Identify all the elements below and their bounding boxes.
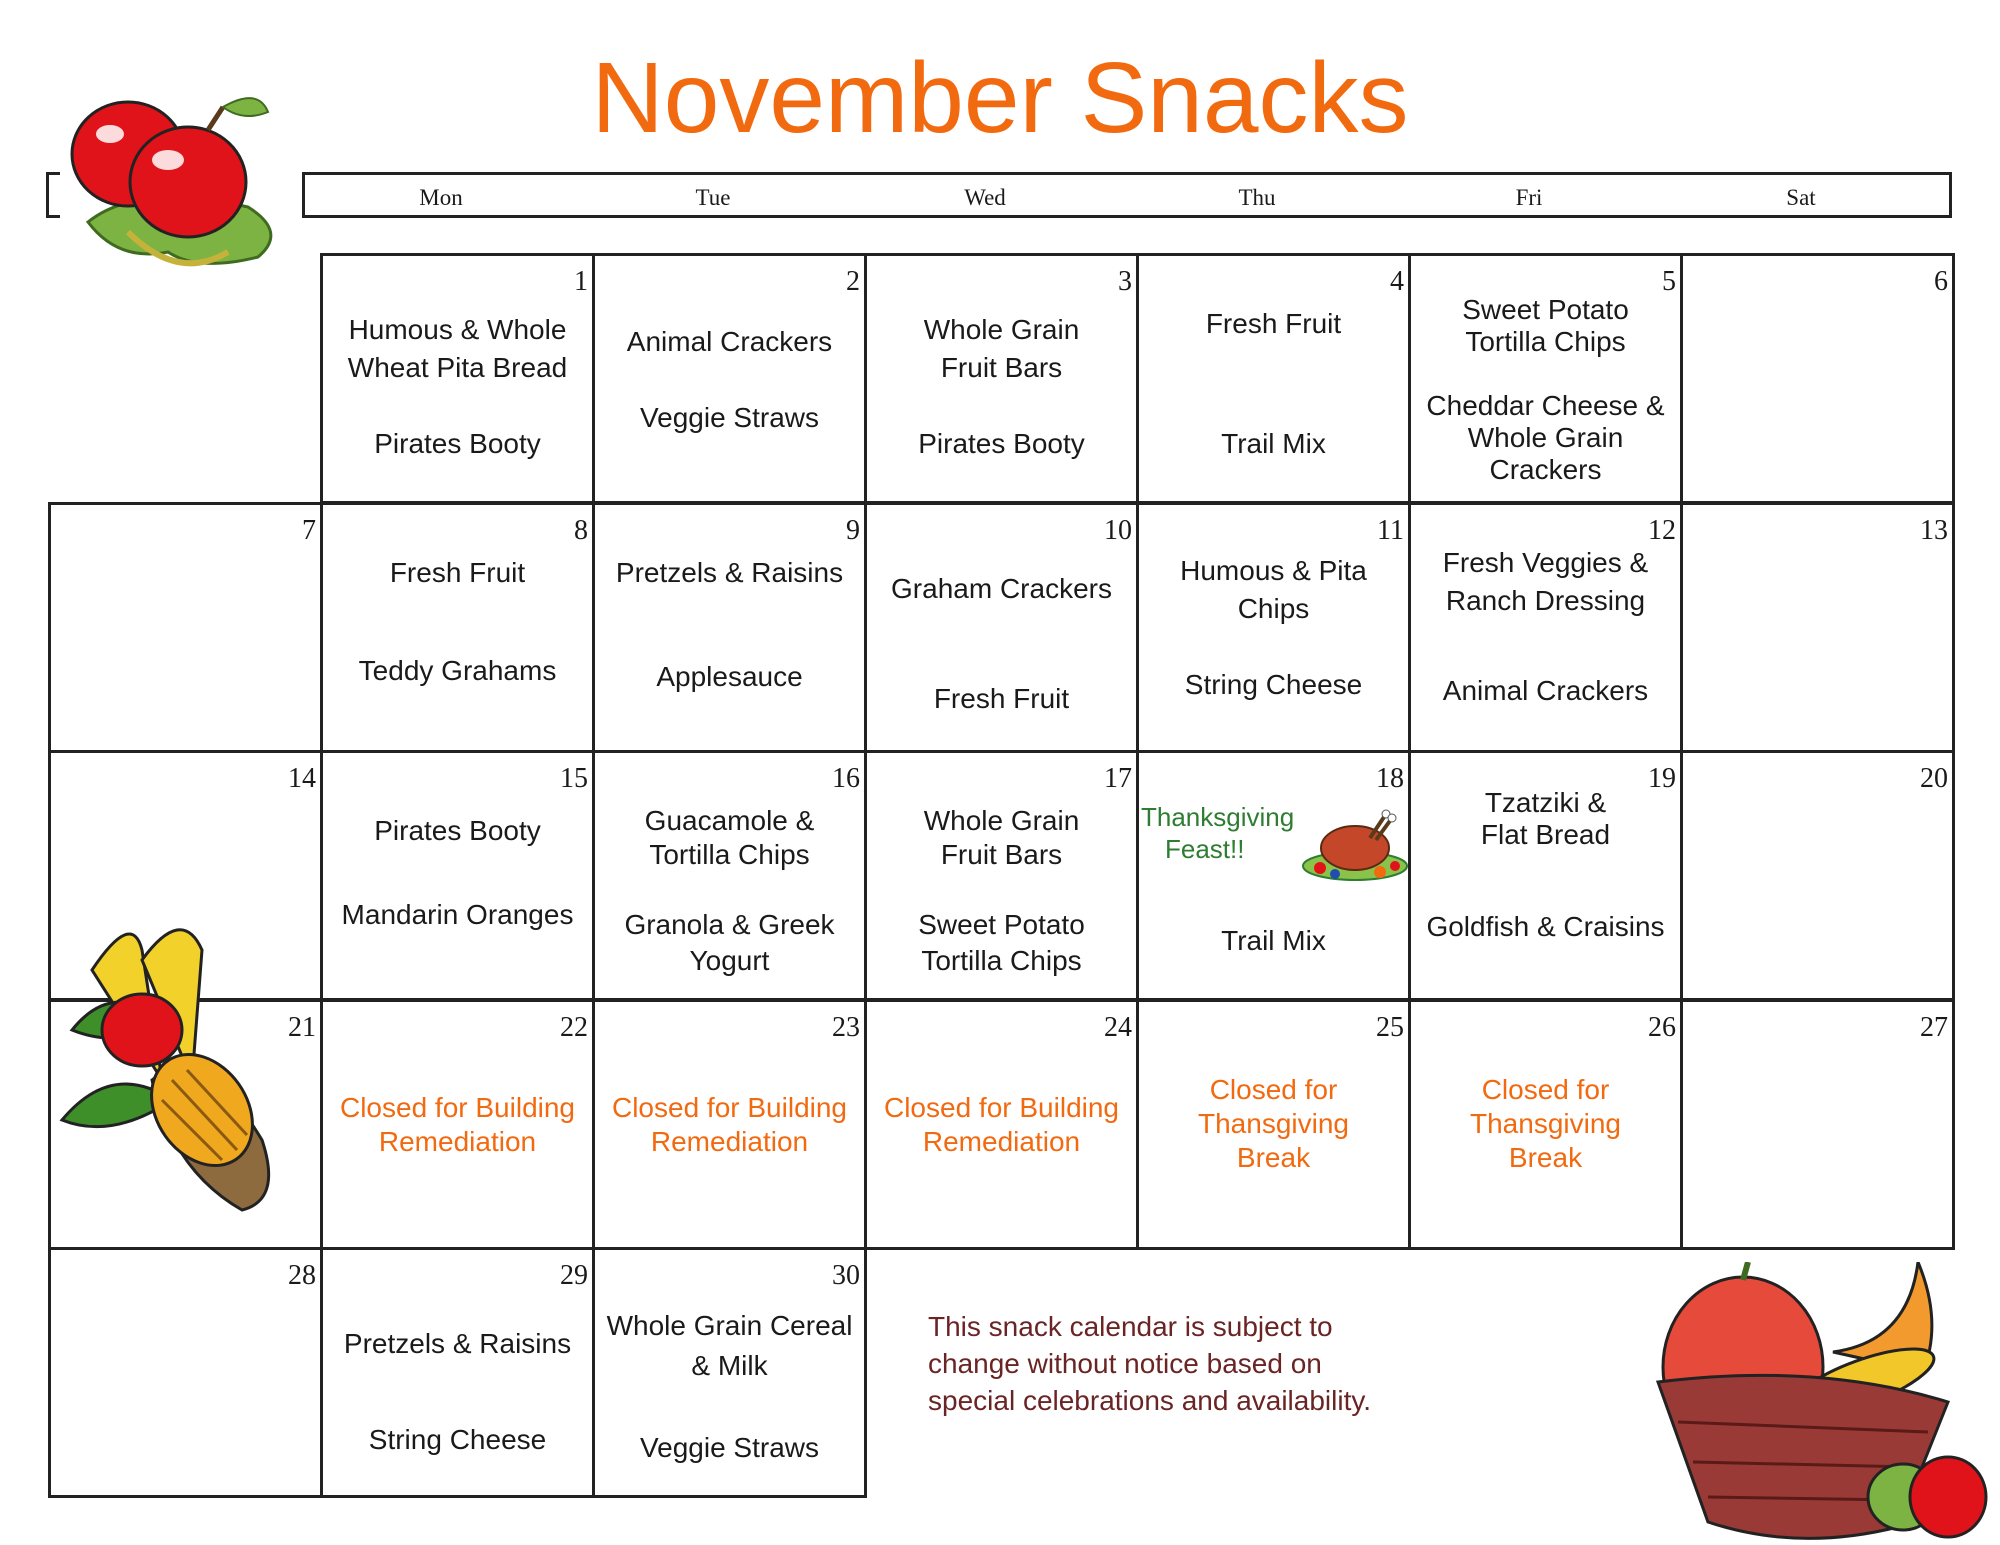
weekday-thu: Thu	[1238, 185, 1276, 210]
closure-text: Break	[1508, 1142, 1583, 1173]
day-cell-28	[48, 1247, 323, 1498]
snack-text: Yogurt	[689, 945, 770, 976]
snack-text: Whole Grain	[923, 314, 1080, 345]
snack-text: Tortilla Chips	[649, 839, 810, 870]
day-cell-24	[864, 999, 1139, 1250]
snack-text: Whole Grain Cereal	[606, 1310, 853, 1341]
day-cell-9	[592, 502, 867, 753]
snack-text: Sweet Potato	[1462, 294, 1629, 325]
weekday-header	[302, 172, 1952, 218]
snack-text: Trail Mix	[1221, 925, 1326, 956]
day-cell-12	[1408, 502, 1683, 753]
snack-text: String Cheese	[1184, 669, 1363, 700]
day-cell-17	[864, 750, 1139, 1001]
page-title: November Snacks	[591, 42, 1409, 154]
snack-text: Crackers	[1489, 454, 1602, 485]
day-number: 19	[1648, 763, 1676, 794]
day-cell-23	[592, 999, 867, 1250]
closure-text: Remediation	[650, 1126, 809, 1157]
day-number: 20	[1920, 763, 1948, 794]
snack-text: Fresh Fruit	[1205, 308, 1342, 339]
snack-text: Tzatziki &	[1484, 787, 1607, 818]
snack-text: Tortilla Chips	[1465, 326, 1626, 357]
day-number: 12	[1648, 515, 1676, 546]
closure-text: Closed for Building	[339, 1092, 576, 1123]
snack-text: Fresh Fruit	[389, 557, 526, 588]
closure-text: Break	[1236, 1142, 1311, 1173]
closure-text: Thansgiving	[1198, 1108, 1349, 1139]
closure-text: Closed for Building	[611, 1092, 848, 1123]
day-number: 18	[1376, 763, 1404, 794]
weekday-sat: Sat	[1786, 185, 1816, 210]
closure-text: Remediation	[922, 1126, 1081, 1157]
snack-text: Pirates Booty	[918, 428, 1085, 459]
corn-clipart	[52, 910, 312, 1220]
snack-text: Animal Crackers	[626, 326, 833, 357]
weekday-fri: Fri	[1515, 185, 1543, 210]
feast-text: Thanksgiving	[1141, 802, 1295, 832]
calendar-note	[928, 1308, 1448, 1419]
day-cell-8	[320, 502, 595, 753]
closure-text: Closed for Building	[883, 1092, 1120, 1123]
day-number: 29	[560, 1260, 588, 1291]
day-number: 9	[846, 515, 860, 546]
day-number: 23	[832, 1012, 860, 1043]
closure-text: Closed for	[1209, 1074, 1338, 1105]
snack-text: String Cheese	[368, 1424, 547, 1455]
day-number: 5	[1662, 266, 1676, 297]
snack-text: Humous & Whole	[348, 314, 567, 345]
day-number: 8	[574, 515, 588, 546]
turkey-clipart	[1300, 808, 1410, 884]
day-cell-25	[1136, 999, 1411, 1250]
day-cell-5	[1408, 253, 1683, 504]
day-number: 7	[302, 515, 316, 546]
day-number: 14	[288, 763, 316, 794]
day-number: 13	[1920, 515, 1948, 546]
snack-text: Whole Grain	[1467, 422, 1624, 453]
snack-text: Fruit Bars	[940, 352, 1063, 383]
day-cell-30	[592, 1247, 867, 1498]
snack-text: Flat Bread	[1480, 819, 1611, 850]
snack-text: Fresh Veggies &	[1442, 547, 1649, 578]
day-number: 30	[832, 1260, 860, 1291]
snack-text: Pirates Booty	[374, 815, 541, 846]
weekday-mon: Mon	[419, 185, 463, 210]
weekday-tue: Tue	[695, 185, 731, 210]
day-cell-20	[1680, 750, 1955, 1001]
snack-text: Teddy Grahams	[358, 655, 557, 686]
day-cell-19	[1408, 750, 1683, 1001]
day-number: 28	[288, 1260, 316, 1291]
snack-text: Cheddar Cheese &	[1426, 390, 1665, 421]
snack-text: Guacamole &	[644, 805, 815, 836]
day-cell-16	[592, 750, 867, 1001]
day-number: 17	[1104, 763, 1132, 794]
closure-text: Thansgiving	[1470, 1108, 1621, 1139]
snack-text: Pirates Booty	[374, 428, 541, 459]
snack-text: Graham Crackers	[891, 573, 1112, 604]
day-cell-6	[1680, 253, 1955, 504]
day-number: 27	[1920, 1012, 1948, 1043]
day-cell-22	[320, 999, 595, 1250]
snack-text: Veggie Straws	[640, 1432, 819, 1463]
day-number: 21	[288, 1012, 316, 1043]
day-number: 25	[1376, 1012, 1404, 1043]
day-cell-11	[1136, 502, 1411, 753]
day-number: 4	[1390, 266, 1404, 297]
day-number: 6	[1934, 266, 1948, 297]
snack-text: Tortilla Chips	[921, 945, 1082, 976]
closure-text: Remediation	[378, 1126, 537, 1157]
snack-text: Applesauce	[656, 661, 803, 692]
note-line: special celebrations and availability.	[928, 1385, 1372, 1416]
day-cell-10	[864, 502, 1139, 753]
day-number: 24	[1104, 1012, 1132, 1043]
apples-clipart	[58, 82, 308, 272]
day-cell-26	[1408, 999, 1683, 1250]
snack-text: Mandarin Oranges	[341, 899, 574, 930]
snack-text: Fresh Fruit	[933, 683, 1070, 714]
snack-text: Pretzels & Raisins	[343, 1328, 572, 1359]
day-cell-3	[864, 253, 1139, 504]
day-number: 2	[846, 266, 860, 297]
note-line: change without notice based on	[928, 1348, 1322, 1379]
note-line: This snack calendar is subject to	[928, 1311, 1333, 1342]
snack-text: Whole Grain	[923, 805, 1080, 836]
day-number: 1	[574, 266, 588, 297]
day-number: 22	[560, 1012, 588, 1043]
snack-text: Animal Crackers	[1442, 675, 1649, 706]
snack-text: Wheat Pita Bread	[347, 352, 568, 383]
snack-text: Veggie Straws	[640, 402, 819, 433]
day-cell-29	[320, 1247, 595, 1498]
closure-text: Closed for	[1481, 1074, 1610, 1105]
day-cell-2	[592, 253, 867, 504]
snack-text: Humous & Pita	[1180, 555, 1367, 586]
day-cell-15	[320, 750, 595, 1001]
day-cell-4	[1136, 253, 1411, 504]
day-cell-27	[1680, 999, 1955, 1250]
day-number: 10	[1104, 515, 1132, 546]
snack-text: Ranch Dressing	[1445, 585, 1646, 616]
day-number: 11	[1377, 515, 1404, 546]
day-number: 26	[1648, 1012, 1676, 1043]
day-cell-1	[320, 253, 595, 504]
harvest-basket-clipart	[1648, 1262, 1998, 1545]
snack-text: Chips	[1237, 593, 1310, 624]
weekday-wed: Wed	[964, 185, 1006, 210]
day-cell-13	[1680, 502, 1955, 753]
snack-text: Fruit Bars	[940, 839, 1063, 870]
snack-text: Trail Mix	[1221, 428, 1326, 459]
day-number: 3	[1118, 266, 1132, 297]
day-number: 16	[832, 763, 860, 794]
day-number: 15	[560, 763, 588, 794]
snack-text: Goldfish & Craisins	[1426, 911, 1665, 942]
feast-text: Feast!!	[1165, 834, 1245, 864]
snack-text: Granola & Greek	[624, 909, 835, 940]
snack-text: Pretzels & Raisins	[615, 557, 844, 588]
snack-text: & Milk	[691, 1350, 768, 1381]
snack-text: Sweet Potato	[918, 909, 1085, 940]
day-cell-7	[48, 502, 323, 753]
